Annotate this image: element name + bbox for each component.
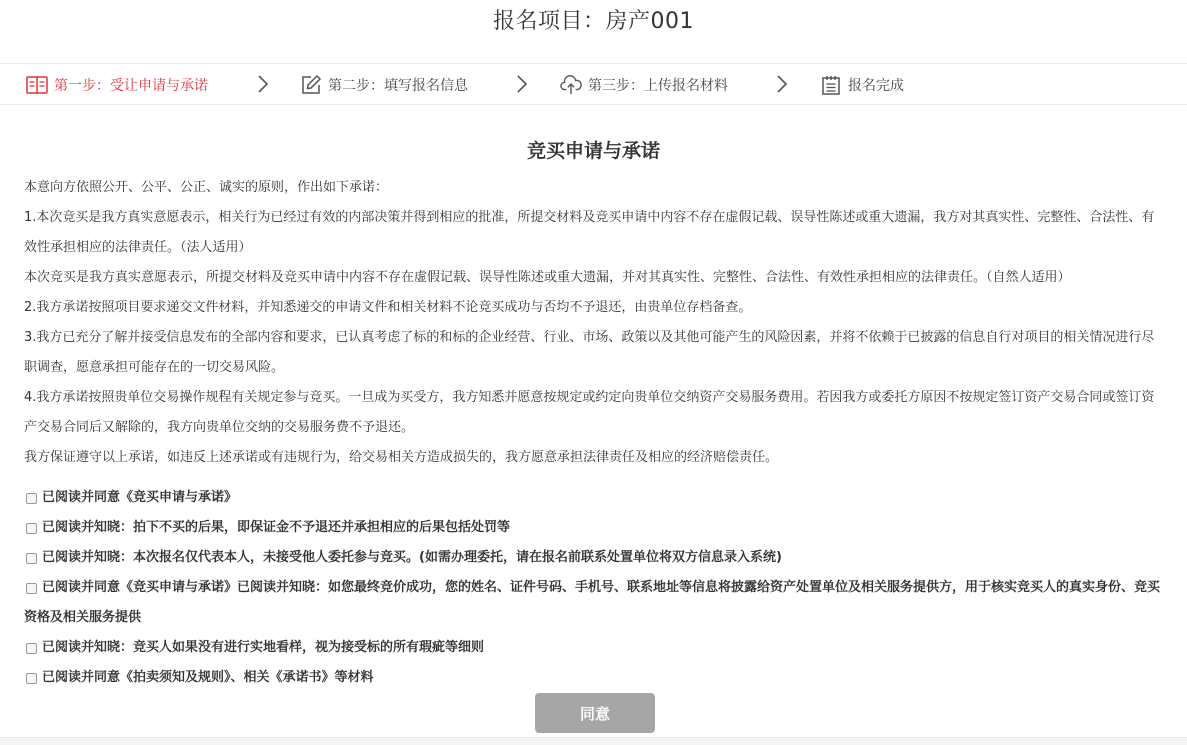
step-progress-bar [0,63,1187,105]
step-3-label: 第三步：上传报名材料 [588,77,728,94]
chevron-right-icon [775,74,789,94]
checkbox[interactable] [26,493,37,504]
commitment-paragraph: 1.本次竞买是我方真实意愿表示，相关行为已经过有效的内部决策并得到相应的批准，所提交材料及竞买申请中内容不存在虚假记载、误导性陈述或重大遗漏，我方对其真实性、完整性、合法性、有效性承担相应的法律责任。（法人适用） [24,210,1155,255]
checkbox-row[interactable] [24,633,1166,663]
checkbox-label: 已阅读并同意《拍卖须知及规则》、相关《承诺书》等材料 [42,670,374,685]
checkbox[interactable] [26,673,37,684]
chevron-right-icon [256,74,270,94]
step-4 [820,64,904,105]
section-title: 竞买申请与承诺 [526,140,660,162]
step-1-label: 第一步：受让申请与承诺 [54,77,208,94]
page-title: 报名项目：房产001 [493,9,694,34]
commitment-paragraph: 2.我方承诺按照项目要求递交文件材料，并知悉递交的申请文件和相关材料不论竞买成功与否均不予退还，由贵单位存档备查。 [24,300,752,315]
clipboard-icon [820,74,842,96]
checkbox-label: 已阅读并知晓：本次报名仅代表本人，未接受他人委托参与竞买。(如需办理委托，请在报名前联系处置单位将双方信息录入系统) [42,550,782,565]
step-2-label: 第二步：填写报名信息 [328,77,468,94]
checkbox[interactable] [26,523,37,534]
checkbox-label: 已阅读并同意《竞买申请与承诺》已阅读并知晓：如您最终竞价成功，您的姓名、证件号码、手机号、联系地址等信息将披露给资产处置单位及相关服务提供方，用于核实竞买人的真实身份、竞买资格及相关服务提供 [24,580,1161,625]
checkbox-row[interactable] [24,543,1166,573]
upload-cloud-icon [560,74,582,96]
agree-button[interactable]: 同意 [535,693,655,733]
checkbox-label: 已阅读并同意《竞买申请与承诺》 [42,490,238,505]
form-icon [26,74,48,96]
checkbox[interactable] [26,643,37,654]
checkbox-row[interactable] [24,573,1166,633]
step-4-label: 报名完成 [848,77,904,94]
checkbox[interactable] [26,583,37,594]
commitment-paragraph: 本次竞买是我方真实意愿表示，所提交材料及竞买申请中内容不存在虚假记载、误导性陈述或重大遗漏，并对其真实性、完整性、合法性、有效性承担相应的法律责任。（自然人适用） [24,270,1071,285]
chevron-right-icon [515,74,529,94]
edit-icon [300,74,322,96]
checkbox-row[interactable] [24,663,1166,693]
step-2 [300,64,468,105]
checkbox-row[interactable] [24,483,1166,513]
commitment-paragraph: 本意向方依照公开、公平、公正、诚实的原则，作出如下承诺： [24,180,389,195]
bottom-strip [0,737,1187,745]
step-1 [26,64,208,105]
step-3 [560,64,728,105]
checkbox-label: 已阅读并知晓：拍下不买的后果，即保证金不予退还并承担相应的后果包括处罚等 [42,520,511,535]
agreement-checklist [24,483,1166,693]
commitment-paragraph: 3.我方已充分了解并接受信息发布的全部内容和要求，已认真考虑了标的和标的企业经营、行业、市场、政策以及其他可能产生的风险因素，并将不依赖于已披露的信息自行对项目的相关情况进行尽职调查，愿意承担可能存在的一切交易风险。 [24,330,1155,375]
checkbox-row[interactable] [24,513,1166,543]
commitment-paragraph: 4.我方承诺按照贵单位交易操作规程有关规定参与竞买。一旦成为买受方，我方知悉并愿意按规定或约定向贵单位交纳资产交易服务费用。若因我方或委托方原因不按规定签订资产交易合同或签订资产交易合同后又解除的，我方向贵单位交纳的交易服务费不予退还。 [24,390,1155,435]
checkbox-label: 已阅读并知晓：竞买人如果没有进行实地看样，视为接受标的所有瑕疵等细则 [42,640,485,655]
commitment-paragraph: 我方保证遵守以上承诺，如违反上述承诺或有违规行为，给交易相关方造成损失的，我方愿意承担法律责任及相应的经济赔偿责任。 [24,450,779,465]
checkbox[interactable] [26,553,37,564]
commitment-text [24,173,1164,473]
